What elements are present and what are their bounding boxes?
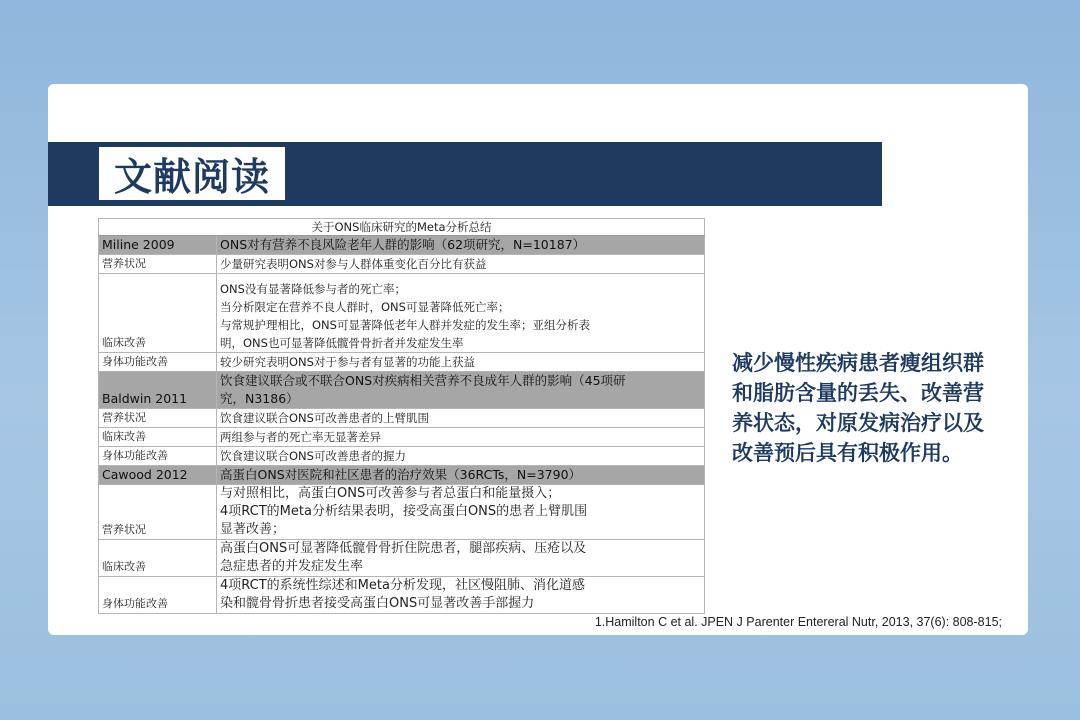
row-text bbox=[217, 485, 705, 540]
summary-callout: 减少慢性疾病患者瘦组织群和脂肪含量的丢失、改善营养状态，对原发病治疗以及改善预后具有积极作用。 bbox=[732, 351, 984, 465]
study-summary: ONS对有营养不良风险老年人群的影响（62项研究，N=10187） bbox=[217, 236, 705, 255]
row-line: 染和髋骨骨折患者接受高蛋白ONS可显著改善手部握力 bbox=[220, 596, 535, 611]
row-label: 身体功能改善 bbox=[99, 447, 217, 466]
title-box bbox=[98, 146, 286, 201]
row-line: 明，ONS也可显著降低髋骨骨折者并发症发生率 bbox=[220, 336, 464, 350]
row-label: 临床改善 bbox=[99, 274, 217, 353]
slide-card bbox=[48, 84, 1028, 635]
study-summary bbox=[217, 372, 705, 409]
row-text: 两组参与者的死亡率无显著差异 bbox=[217, 428, 705, 447]
row-label: 临床改善 bbox=[99, 428, 217, 447]
row-label: 临床改善 bbox=[99, 540, 217, 577]
summary-line: 饮食建议联合或不联合ONS对疾病相关营养不良成年人群的影响（45项研 bbox=[220, 373, 626, 388]
summary-line: 究，N3186） bbox=[220, 391, 299, 406]
table-row bbox=[99, 255, 705, 274]
row-label: 营养状况 bbox=[99, 485, 217, 540]
row-text: 饮食建议联合ONS可改善患者的上臂肌围 bbox=[217, 409, 705, 428]
table-row bbox=[99, 353, 705, 372]
row-text: 较少研究表明ONS对于参与者有显著的功能上获益 bbox=[217, 353, 705, 372]
row-text: 饮食建议联合ONS可改善患者的握力 bbox=[217, 447, 705, 466]
row-line: 当分析限定在营养不良人群时，ONS可显著降低死亡率； bbox=[220, 300, 510, 314]
meta-analysis-table bbox=[98, 218, 704, 614]
table-row bbox=[99, 577, 705, 614]
title-bar bbox=[48, 142, 882, 206]
study-name: Baldwin 2011 bbox=[99, 372, 217, 409]
table-row bbox=[99, 447, 705, 466]
row-line: 显著改善； bbox=[220, 522, 286, 537]
table-row bbox=[99, 540, 705, 577]
row-line: 4项RCT的Meta分析结果表明，接受高蛋白ONS的患者上臂肌围 bbox=[220, 504, 588, 519]
row-line: 急症患者的并发症发生率 bbox=[220, 559, 364, 574]
study-row bbox=[99, 466, 705, 485]
table-caption-row bbox=[99, 219, 705, 236]
row-line: 4项RCT的系统性综述和Meta分析发现，社区慢阻肺、消化道感 bbox=[220, 578, 585, 593]
study-name: Miline 2009 bbox=[99, 236, 217, 255]
row-label: 身体功能改善 bbox=[99, 577, 217, 614]
row-line: 高蛋白ONS可显著降低髋骨骨折住院患者，腿部疾病、压疮以及 bbox=[220, 541, 587, 556]
row-label: 营养状况 bbox=[99, 255, 217, 274]
row-line: 与常规护理相比，ONS可显著降低老年人群并发症的发生率；亚组分析表 bbox=[220, 318, 590, 332]
study-row bbox=[99, 236, 705, 255]
study-summary: 高蛋白ONS对医院和社区患者的治疗效果（36RCTs，N=3790） bbox=[217, 466, 705, 485]
row-label: 营养状况 bbox=[99, 409, 217, 428]
study-name: Cawood 2012 bbox=[99, 466, 217, 485]
row-text bbox=[217, 274, 705, 353]
row-text bbox=[217, 540, 705, 577]
table-row bbox=[99, 409, 705, 428]
reference-citation: 1.Hamilton C et al. JPEN J Parenter Entereral Nutr, 2013, 37(6): 808-815; bbox=[594, 615, 1002, 629]
row-line: 与对照相比，高蛋白ONS可改善参与者总蛋白和能量摄入； bbox=[220, 486, 561, 501]
study-row bbox=[99, 372, 705, 409]
row-label: 身体功能改善 bbox=[99, 353, 217, 372]
slide-title: 文献阅读 bbox=[113, 155, 270, 199]
table-row bbox=[99, 428, 705, 447]
row-line: ONS没有显著降低参与者的死亡率； bbox=[220, 282, 406, 296]
row-text: 少量研究表明ONS对参与人群体重变化百分比有获益 bbox=[217, 255, 705, 274]
table-row bbox=[99, 485, 705, 540]
table-caption: 关于ONS临床研究的Meta分析总结 bbox=[99, 219, 705, 236]
table-row bbox=[99, 274, 705, 353]
row-text bbox=[217, 577, 705, 614]
